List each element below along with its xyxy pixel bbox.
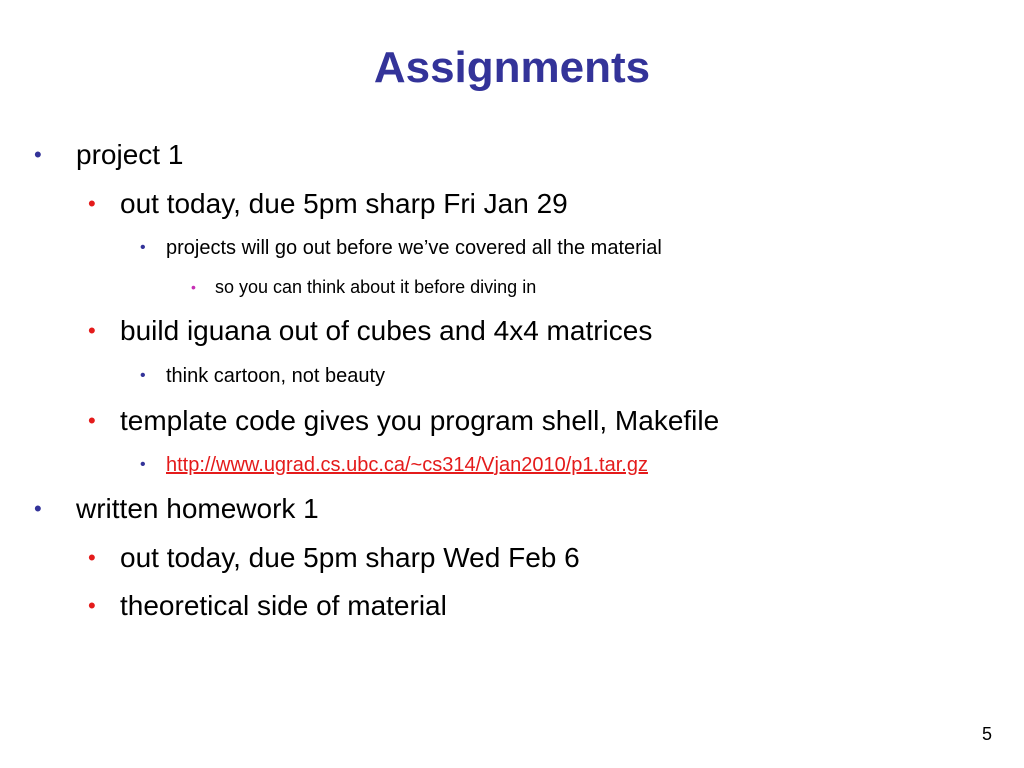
bullet-icon: •	[88, 593, 96, 618]
bullet-icon: •	[88, 408, 96, 433]
slide-title: Assignments	[373, 43, 651, 92]
bullet-text: projects will go out before we’ve covered all the material	[166, 237, 662, 259]
bullet-text: out today, due 5pm sharp Fri Jan 29	[120, 188, 568, 219]
bullet-icon: •	[140, 456, 146, 473]
template-code-link[interactable]: http://www.ugrad.cs.ubc.ca/~cs314/Vjan2010/p1.tar.gz	[166, 454, 648, 476]
bullet-icon: •	[191, 279, 196, 295]
bullet-text: think cartoon, not beauty	[166, 365, 386, 387]
bullet-icon: •	[88, 545, 96, 570]
page-number: 5	[981, 724, 992, 744]
bullet-icon: •	[34, 496, 42, 521]
bullet-icon: •	[88, 318, 96, 343]
bullet-text: out today, due 5pm sharp Wed Feb 6	[120, 542, 580, 573]
bullet-icon: •	[140, 239, 146, 256]
bullet-text: build iguana out of cubes and 4x4 matrices	[120, 315, 653, 346]
bullet-text: written homework 1	[76, 493, 319, 524]
bullet-icon: •	[88, 191, 96, 216]
bullet-text: so you can think about it before diving in	[215, 277, 537, 297]
bullet-text: template code gives you program shell, Makefile	[120, 405, 720, 436]
bullet-text: theoretical side of material	[120, 590, 447, 621]
bullet-text: project 1	[76, 139, 184, 170]
bullet-icon: •	[34, 142, 42, 167]
bullet-icon: •	[140, 367, 146, 384]
